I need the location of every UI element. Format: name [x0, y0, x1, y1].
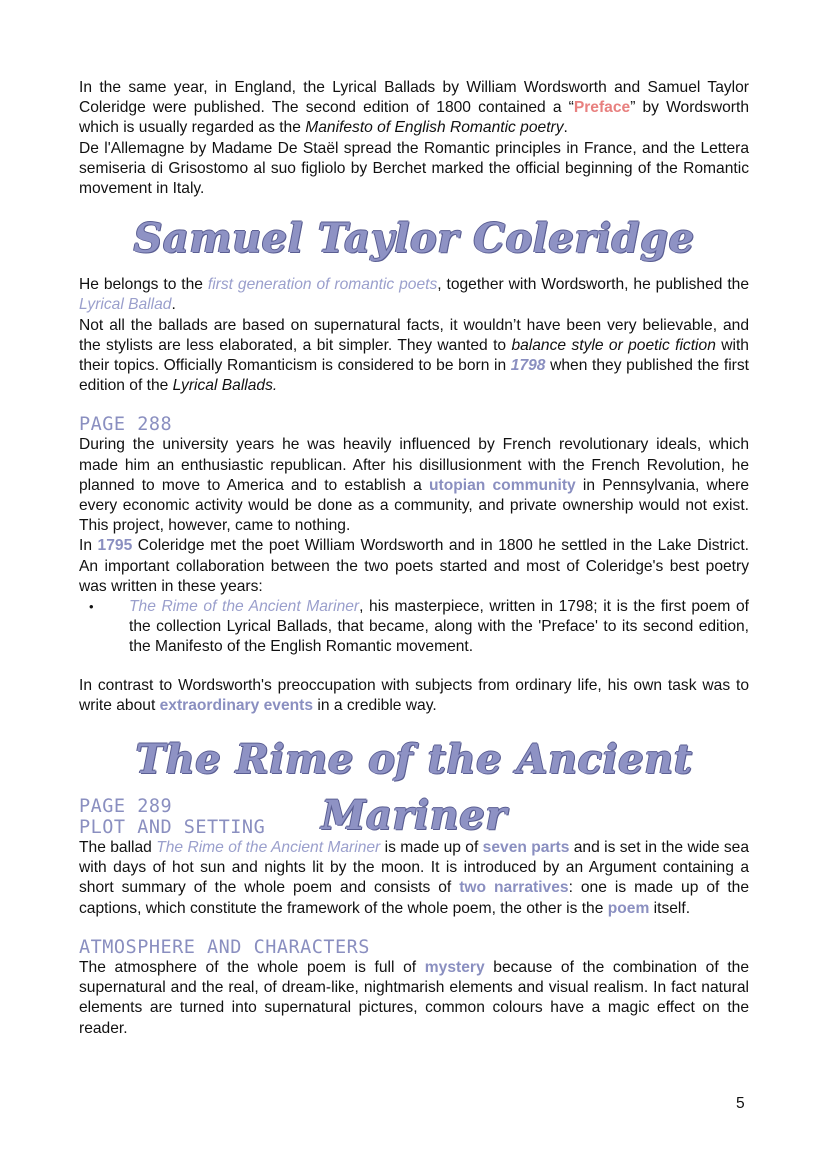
lyrical-ballad-highlight: Lyrical Ballad: [79, 296, 172, 314]
manifesto-italic: Manifesto of English Romantic poetry: [305, 119, 564, 137]
page-288-heading: PAGE 288: [79, 414, 173, 436]
coleridge-title: Samuel Taylor Coleridge: [133, 215, 695, 263]
poem-highlight: poem: [607, 899, 650, 917]
first-generation-highlight: first generation of romantic poets: [207, 276, 438, 294]
mystery-highlight: mystery: [424, 958, 485, 976]
coleridge-paragraph-2: Not all the ballads are based on supernatural facts, it wouldn’t have been very believable, and the stylists are less elaborated, a bit simpler. They wanted to balance style or poetic fiction with their topics. Officially Romanticism is considered to be born in 1798 when they published the first edition of the Lyrical Ballads.: [79, 316, 749, 395]
page-289-heading: PAGE 289: [79, 796, 173, 818]
preface-highlight: Preface: [573, 99, 631, 117]
year-1795-highlight: 1795: [97, 537, 133, 555]
page-number: 5: [736, 1095, 745, 1112]
rime-title-highlight: The Rime of the Ancient Mariner: [129, 598, 360, 616]
rime-title-italic: The Rime of the Ancient Mariner: [156, 839, 381, 857]
coleridge-paragraph-5: In contrast to Wordsworth's preoccupation with subjects from ordinary life, his own task was to write about extraordinary events in a credible way.: [79, 676, 749, 714]
intro-paragraph-2: De l'Allemagne by Madame De Staël spread the Romantic principles in France, and the Lettera semiseria di Grisostomo al suo figliolo by Berchet marked the official beginning of the Romantic movement in Italy.: [79, 139, 749, 198]
coleridge-paragraph-3: During the university years he was heavily influenced by French revolutionary ideals, which made him an enthusiastic republican. After his disillusionment with the French Revolution, he planned to move to America and to establish a utopian community in Pennsylvania, where every economic activity would be done as a community, and private ownership would not exist. This project, however, came to nothing.: [79, 436, 750, 535]
two-narratives-highlight: two narratives: [459, 879, 569, 897]
utopian-community-highlight: utopian community: [429, 476, 576, 494]
year-1798-highlight: 1798: [510, 357, 546, 375]
coleridge-paragraph-1: He belongs to the first generation of romantic poets, together with Wordsworth, he published the Lyrical Ballad.: [79, 276, 750, 314]
atmosphere-heading: ATMOSPHERE AND CHARACTERS: [79, 936, 370, 958]
rime-paragraph-2: The atmosphere of the whole poem is full of mystery because of the combination of the supernatural and the real, of dream-like, nightmarish elements and visual realism. In fact natural elements are turned into supernatural pictures, common colours have a magic effect on the reader.: [79, 958, 749, 1037]
coleridge-paragraph-4: In 1795 Coleridge met the poet William Wordsworth and in 1800 he settled in the Lake District. An important collaboration between the two poets started and most of Coleridge's best poetry was written in these years:: [79, 537, 749, 595]
balance-italic: balance style or poetic fiction: [511, 336, 716, 354]
rime-title: The Rime of the Ancient Mariner: [135, 736, 693, 840]
seven-parts-highlight: seven parts: [482, 839, 570, 857]
list-item: • The Rime of the Ancient Mariner, his masterpiece, written in 1798; it is the first poem of the collection Lyrical Ballads, that became, along with the 'Preface' to its second edition, the Manifesto of the English Romantic movement.: [89, 598, 749, 656]
intro-paragraph-1: In the same year, in England, the Lyrical Ballads by William Wordsworth and Samuel Taylor Coleridge were published. The second edition of 1800 contained a “Preface” by Wordsworth which is usually regarded as the Manifesto of English Romantic poetry.: [79, 79, 749, 137]
page-content: [79, 78, 749, 1039]
bullet-dot: •: [89, 599, 94, 615]
extraordinary-events-highlight: extraordinary events: [159, 696, 314, 714]
rime-paragraph-1: The ballad The Rime of the Ancient Mariner is made up of seven parts and is set in the wide sea with days of hot sun and nights lit by the moon. It is introduced by an Argument containing a short summary of the whole poem and consists of two narratives: one is made up of the captions, which constitute the framework of the whole poem, the other is the poem itself.: [79, 839, 750, 917]
bullet-list: [79, 597, 749, 658]
lyrical-ballads-italic: Lyrical Ballads.: [172, 377, 278, 395]
plot-setting-heading: PLOT AND SETTING: [79, 817, 266, 839]
